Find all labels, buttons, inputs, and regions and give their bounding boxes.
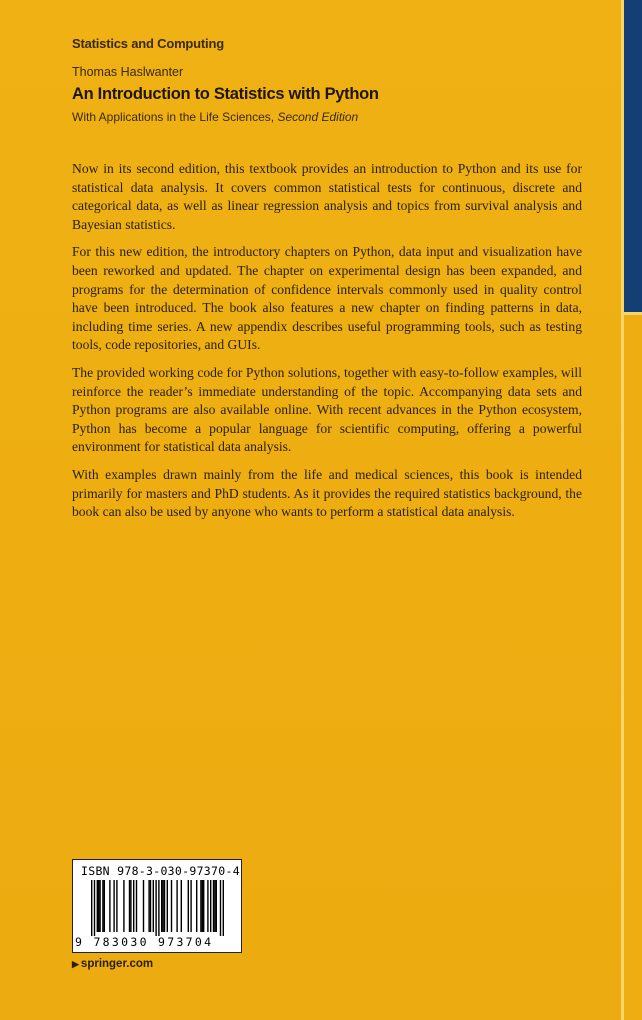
barcode-bar — [161, 880, 162, 932]
barcode-bar — [167, 880, 168, 932]
barcode-bar — [190, 880, 191, 932]
barcode-bar — [210, 880, 211, 932]
barcode-bar — [116, 880, 117, 932]
blurb — [72, 160, 582, 531]
subtitle-main: With Applications in the Life Sciences, — [72, 110, 275, 124]
barcode-bar — [143, 880, 144, 932]
blurb-paragraph: For this new edition, the introductory chapters on Python, data input and visualization have been reworked and updated. The chapter on experimental design has been expanded, and programs for the determination of confidence intervals commonly used in quality control have been introduced. The book also features a new chapter on finding patterns in data, including time series. A new appendix describes useful programming tools, such as testing tools, code repositories, and GUIs. — [72, 244, 582, 353]
barcode-bar — [220, 880, 221, 936]
book-subtitle — [72, 110, 358, 124]
barcode-bar — [181, 880, 182, 932]
barcode-bar — [97, 880, 98, 932]
barcode-bar — [200, 880, 201, 932]
isbn-label: ISBN 978-3-030-97370-4 — [81, 864, 240, 878]
barcode-bar — [153, 880, 154, 932]
barcode-bar — [133, 880, 134, 932]
barcode-bar — [91, 880, 92, 936]
barcode-bar — [213, 880, 214, 932]
barcode-bar — [162, 880, 163, 932]
barcode-bar — [123, 880, 124, 932]
author-name: Thomas Haslwanter — [72, 65, 184, 79]
triangle-right-icon: ▶ — [72, 959, 79, 969]
barcode-digits: 9 783030 973704 — [75, 935, 214, 949]
barcode-bar — [150, 880, 151, 932]
barcode-bars — [81, 880, 235, 936]
barcode-bar — [196, 880, 197, 932]
barcode-bar — [129, 880, 130, 932]
subtitle-edition: Second Edition — [277, 110, 359, 124]
barcode-bar — [113, 880, 114, 932]
blurb-paragraph: The provided working code for Python solutions, together with easy-to-follow examples, will reinforce the reader’s immediate understanding of the topic. Accompanying data sets and Python programs are also available online. With recent advances in the Python ecosystem, Python has become a popular language for scientific computing, offering a powerful environment for statistical data analysis. — [72, 364, 582, 455]
spine-yellow-band — [624, 315, 642, 1020]
barcode-bar — [216, 880, 217, 932]
barcode-bar — [148, 880, 149, 932]
barcode-bar — [171, 880, 172, 932]
isbn-barcode — [72, 859, 242, 953]
barcode-bar — [102, 880, 103, 932]
barcode-bar — [155, 880, 156, 936]
barcode-bar — [98, 880, 99, 932]
barcode-bar — [94, 880, 95, 936]
series-name: Statistics and Computing — [72, 36, 224, 51]
blurb-paragraph: Now in its second edition, this textbook provides an introduction to Python and its use for statistical data analysis. It covers common statistical tests for continuous, discrete and categorical data, as well as linear regression analysis and topics from survival analysis and Bayesian statistics. — [72, 161, 582, 232]
barcode-bar — [99, 880, 100, 932]
spine-blue-band — [624, 0, 642, 312]
book-title: An Introduction to Statistics with Python — [72, 85, 379, 103]
barcode-bar — [136, 880, 137, 932]
publisher-link[interactable] — [72, 958, 153, 970]
barcode-bar — [207, 880, 208, 932]
barcode-bar — [109, 880, 110, 932]
barcode-bar — [214, 880, 215, 932]
barcode-bar — [158, 880, 159, 936]
publisher-link-text: springer.com — [80, 958, 154, 970]
barcode-bar — [203, 880, 204, 932]
barcode-bar — [164, 880, 165, 932]
barcode-bar — [188, 880, 189, 932]
blurb-paragraph: With examples drawn mainly from the life and medical sciences, this book is intended primarily for masters and PhD students. As it provides the required statistics background, the book can also be used by anyone who wants to perform a statistical data analysis. — [72, 466, 582, 520]
barcode-bar — [202, 880, 203, 932]
barcode-bar — [176, 880, 177, 932]
barcode-bar — [104, 880, 105, 932]
barcode-bar — [130, 880, 131, 932]
barcode-bar — [223, 880, 224, 936]
